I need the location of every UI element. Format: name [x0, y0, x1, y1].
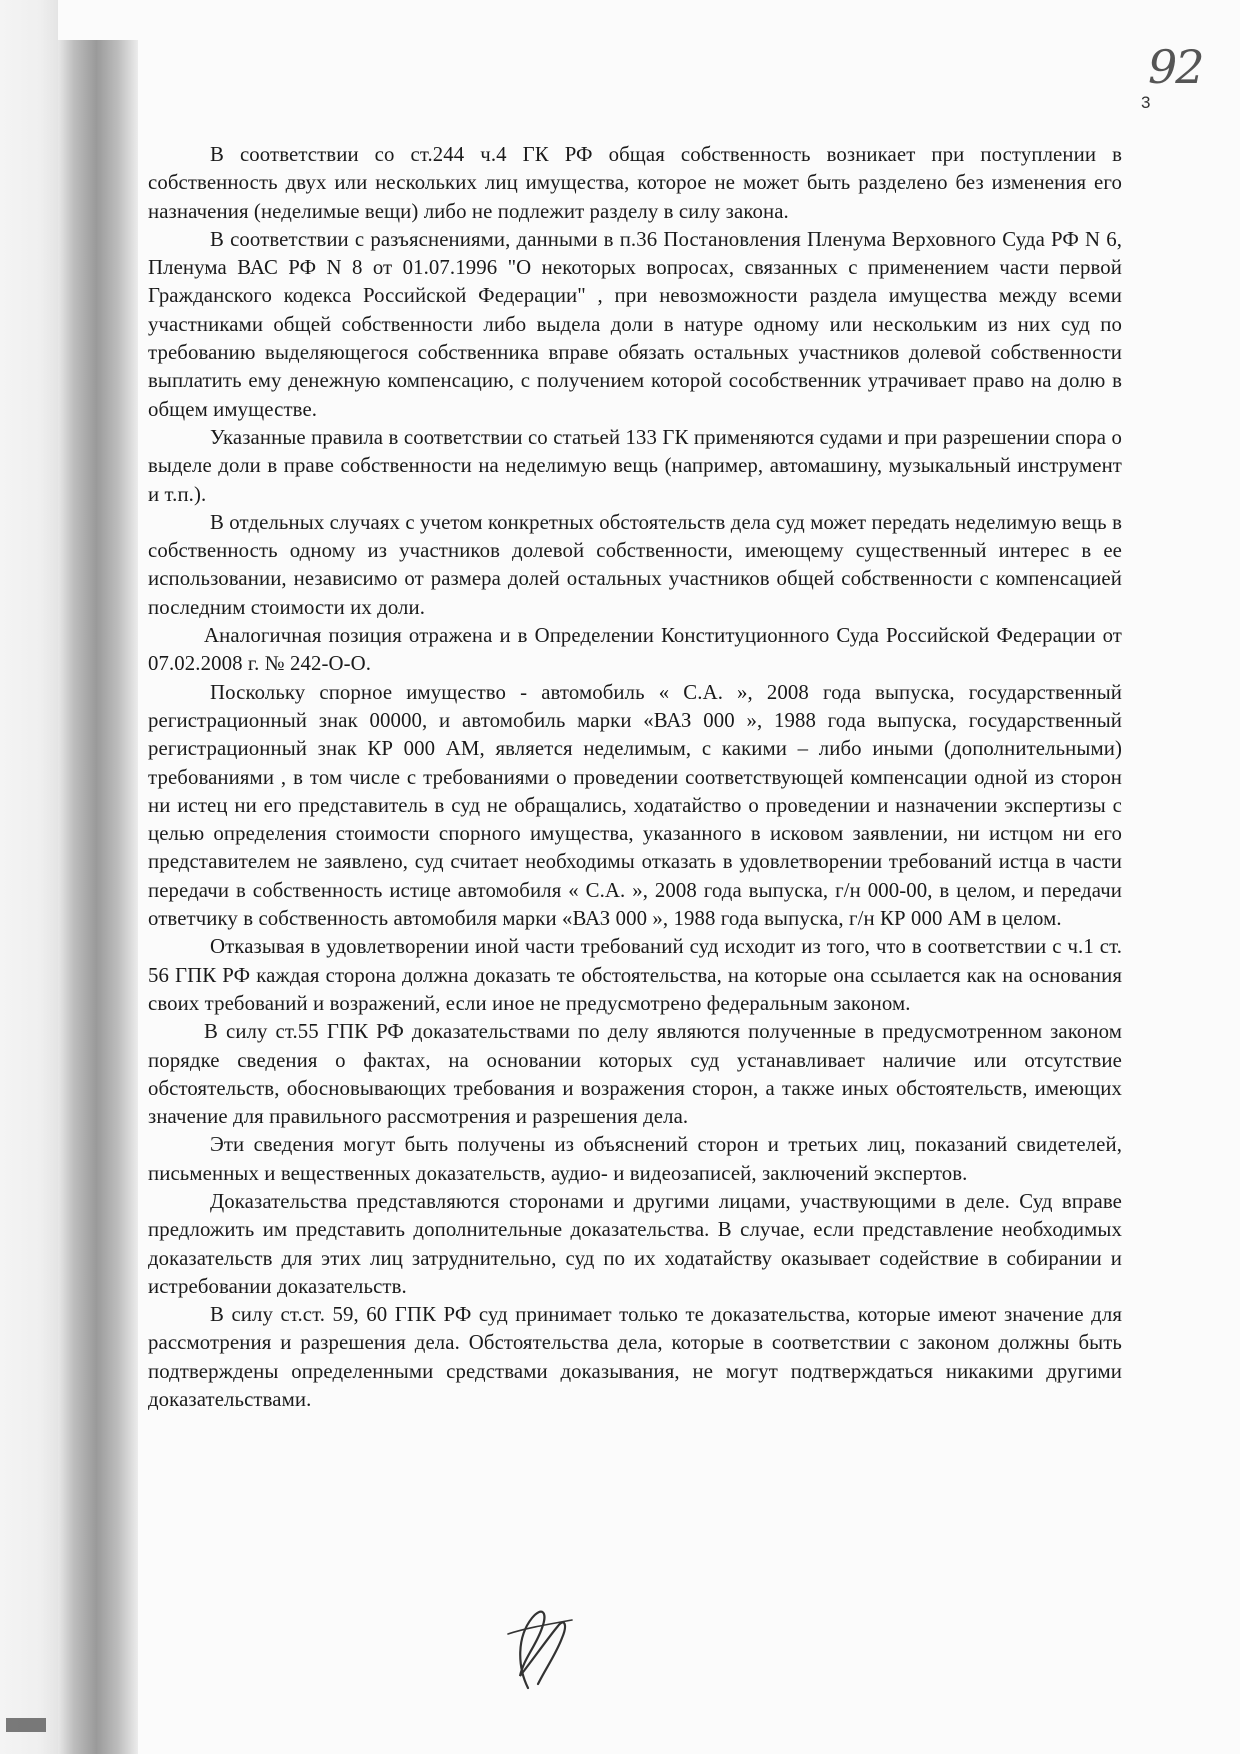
signature-mark — [498, 1598, 578, 1694]
paragraph: В соответствии с разъяснениями, данными в п.36 Постановления Пленума Верховного Суда РФ N 6, Пленума ВАС РФ N 8 от 01.07.1996 "О некоторых вопросах, связанных с применением части первой Гражданского кодекса Российской Федерации" , при невозможности раздела имущества между всеми участниками общей собственности либо выдела доли в натуре одному или нескольким из них суд по требованию выделяющегося собственника вправе обязать остальных участников долевой собственности выплатить ему денежную компенсацию, с получением которой сособственник утрачивает право на долю в общем имуществе. — [148, 227, 1122, 421]
paragraph: Доказательства представляются сторонами и другими лицами, участвующими в деле. Суд вправе предложить им представить дополнительные доказательства. В случае, если представление необходимых доказательств для этих лиц затруднительно, суд по их ходатайству оказывает содействие в собирании и истребовании доказательств. — [148, 1189, 1122, 1298]
binding-shadow — [58, 40, 138, 1754]
paragraph: Эти сведения могут быть получены из объяснений сторон и третьих лиц, показаний свидетелей, письменных и вещественных доказательств, аудио- и видеозаписей, заключений экспертов. — [148, 1133, 1122, 1185]
paragraph: Указанные правила в соответствии со статьей 133 ГК применяются судами и при разрешении спора о выделе доли в праве собственности на неделимую вещь (например, автомашину, музыкальный инструмент и т.п.). — [148, 425, 1122, 506]
document-body — [148, 141, 1122, 1414]
scan-edge — [0, 0, 58, 1754]
paragraph: Отказывая в удовлетворении иной части требований суд исходит из того, что в соответствии с ч.1 ст. 56 ГПК РФ каждая сторона должна доказать те обстоятельства, на которые она ссылается как на основания своих требований и возражений, если иное не предусмотрено федеральным законом. — [148, 935, 1122, 1015]
paragraph: Поскольку спорное имущество - автомобиль « С.А. », 2008 года выпуска, государственный регистрационный знак 00000, и автомобиль марки «ВАЗ 000 », 1988 года выпуска, государственный регистрационный знак КР 000 АМ, является неделимым, с какими – либо иными (дополнительными) требованиями , в том числе с требованиями о проведении соответствующей компенсации одной из сторон ни истец ни его представитель в суд не обращались, ходатайство о проведении и назначении экспертизы с целью определения стоимости спорного имущества, указанного в исковом заявлении, ни истцом ни его представителем не заявлено, суд считает необходимы отказать в удовлетворении требований истца в части передачи в собственность истице автомобиля « С.А. », 2008 года выпуска, г/н 000-00, в целом, и передачи ответчику в собственность автомобиля марки «ВАЗ 000 », 1988 года выпуска, г/н КР 000 АМ в целом. — [148, 680, 1122, 931]
paragraph: Аналогичная позиция отражена и в Определении Конституционного Суда Российской Федерации от 07.02.2008 г. № 242-О-О. — [148, 624, 1122, 676]
handwritten-page-note: 92 — [1148, 40, 1203, 94]
paragraph: В соответствии со ст.244 ч.4 ГК РФ общая собственность возникает при поступлении в собственность двух или нескольких лиц имущества, которое не может быть разделено без изменения его назначения (неделимые вещи) либо не подлежит разделу в силу закона. — [148, 143, 1122, 223]
paragraph: В отдельных случаях с учетом конкретных обстоятельств дела суд может передать неделимую вещь в собственность одному из участников долевой собственности, имеющему существенный интерес в ее использовании, независимо от размера долей остальных участников общей собственности с компенсацией последним стоимости их доли. — [148, 510, 1122, 619]
paragraph: В силу ст.55 ГПК РФ доказательствами по делу являются полученные в предусмотренном законом порядке сведения о фактах, на основании которых суд устанавливает наличие или отсутствие обстоятельств, обосновывающих требования и возражения сторон, а также иных обстоятельств, имеющих значение для правильного рассмотрения и разрешения дела. — [148, 1020, 1122, 1129]
paragraph: В силу ст.ст. 59, 60 ГПК РФ суд принимает только те доказательства, которые имеют значение для рассмотрения и разрешения дела. Обстоятельства дела, которые в соответствии с законом должны быть подтверждены определенными средствами доказывания, не могут подтверждаться никакими другими доказательствами. — [148, 1303, 1122, 1412]
page-number: 3 — [1141, 93, 1151, 112]
scan-corner-mark — [6, 1718, 46, 1732]
